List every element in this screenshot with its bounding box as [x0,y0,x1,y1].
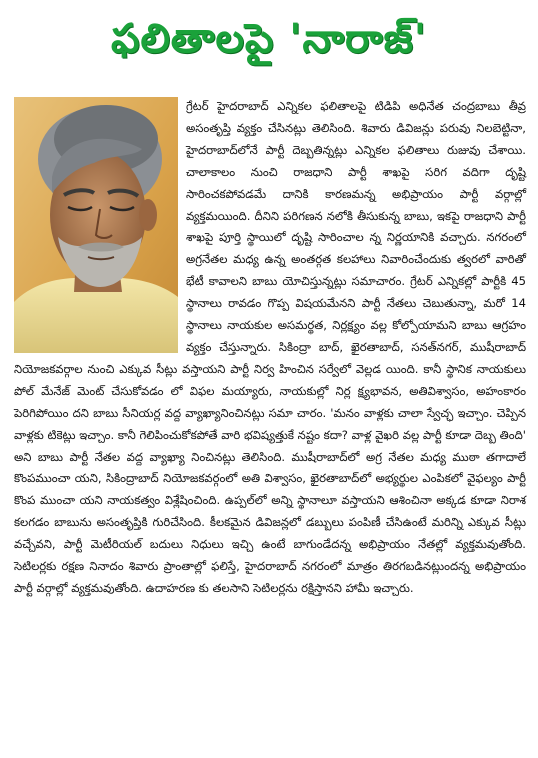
headline: ఫలితాలపై 'నారాజ్' [111,16,427,62]
portrait-photo-icon [14,97,178,353]
article-paragraph: గ్రేటర్ హైదరాబాద్ ఎన్నికల ఫలితాలపై టిడిపి అధినేత చంద్రబాబు తీవ్ర అసంతృప్తి వ్యక్తం చేసినట్లు తెలిసింది. శివారు డివిజన్లు పరువు నిలబెట్టినా, హైదరాబాద్‌లోనే పార్టీ దెబ్బతిన్నట్లు ఎన్నికల ఫలితాలు రుజువు చేశాయి. చాలాకాలం నుంచి రాజధాని పార్టీ శాఖపై సరిగ వదిగా దృష్టి సారించకపోవడమే దానికి కారణమన్న అభిప్రాయం పార్టీ వర్గాల్లో వ్యక్తమయింది. దీనిని పరిగణన నలోకి తీసుకున్న బాబు, ఇకపై రాజధాని పార్టీ శాఖపై పూర్తి స్థాయిలో దృష్టి సారించాల న్న నిర్ణయానికి వచ్చారు. నగరంలో అగ్రనేతల మధ్య ఉన్న అంతర్గత కలహాలు నివారించేందుకు త్వరలో వారితో భేటీ కావాలని బాబు యోచిస్తున్నట్లు సమాచారం. గ్రేటర్ ఎన్నికల్లో పార్టీకి 45 స్థానాలు రావడం గొప్ప విషయమేనని పార్టీ నేతలు చెబుతున్నా, మరో 14 స్థానాలు నాయకుల అసమర్థత, నిర్లక్ష్యం వల్ల కోల్పోయామని బాబు ఆగ్రహం వ్యక్తం చేస్తున్నారు. సికింద్రా బాద్, ఖైరతాబాద్, సనత్‌నగర్, ముషీరాబాద్ నియోజకవర్గాల నుంచి ఎక్కువ సీట్లు వస్తాయని పార్టీ నిర్వ హించిన సర్వేలో వెల్లడ యింది. కానీ స్థానిక నాయకులు పోల్ మేనేజ్ మెంట్ చేసుకోవడం లో విఫల మయ్యారు, నాయకుల్లో నిర్ల క్ష్యభావన, అతివిశ్వాసం, అహంకారం పెరిగిపోయిం దని బాబు సీనియర్ల వద్ద వ్యాఖ్యానించినట్లు సమా చారం. 'మనం వాళ్లకు చాలా స్వేచ్ఛ ఇచ్చాం. చెప్పిన వాళ్లకు టికెట్లు ఇచ్చాం. కానీ గెలిపించుకోకపోతే వారి భవిష్యత్తుకే నష్టం కదా? వాళ్ల వైఖరి వల్ల పార్టీ కూడా దెబ్బ తింది' అని బాబు పార్టీ నేతల వద్ద వ్యాఖ్యా నించినట్లు తెలిసింది. ముషీరాబాద్‌లో అగ్ర నేతల మధ్య ముఠా తగాదాలే కొంపముంచా యని, సికింద్రాబాద్ నియోజకవర్గంలో అతి విశ్వాసం, ఖైరతాబాద్‌లో అభ్యర్థుల ఎంపికలో వైఫల్యం పార్టీ కొంప ముంచా యని నాయకత్వం విశ్లేషించింది. ఉప్పల్‌లో అన్ని స్థానాలూ వస్తాయని ఆశించినా అక్కడ కూడా నిరాశ కలగడం బాబును అసంతృప్తికి గురిచేసింది. కీలకమైన డివిజన్లలో డబ్బులు పంపిణీ చేసిఉంటే మరిన్ని ఎక్కువ సీట్లు వచ్చేవని, పార్టీ మెటీరియల్ బదులు నిధులు ఇచ్చి ఉంటే బాగుండేదన్న అభిప్రాయం నేతల్లో వ్యక్తమవుతోంది. సెటిలర్లకు రక్షణ నినాదం శివారు ప్రాంతాల్లో ఫలిస్తే, హైదరాబాద్ నగరంలో మాత్రం తిరగబడినట్లుందన్న అభిప్రాయం పార్టీ వర్గాల్లో వ్యక్తమవుతోంది. ఉదాహరణ కు తలసాని సెటిలర్లను రక్షిస్తానని హామీ ఇచ్చారు. [14,99,526,595]
headline-bar [0,0,538,88]
